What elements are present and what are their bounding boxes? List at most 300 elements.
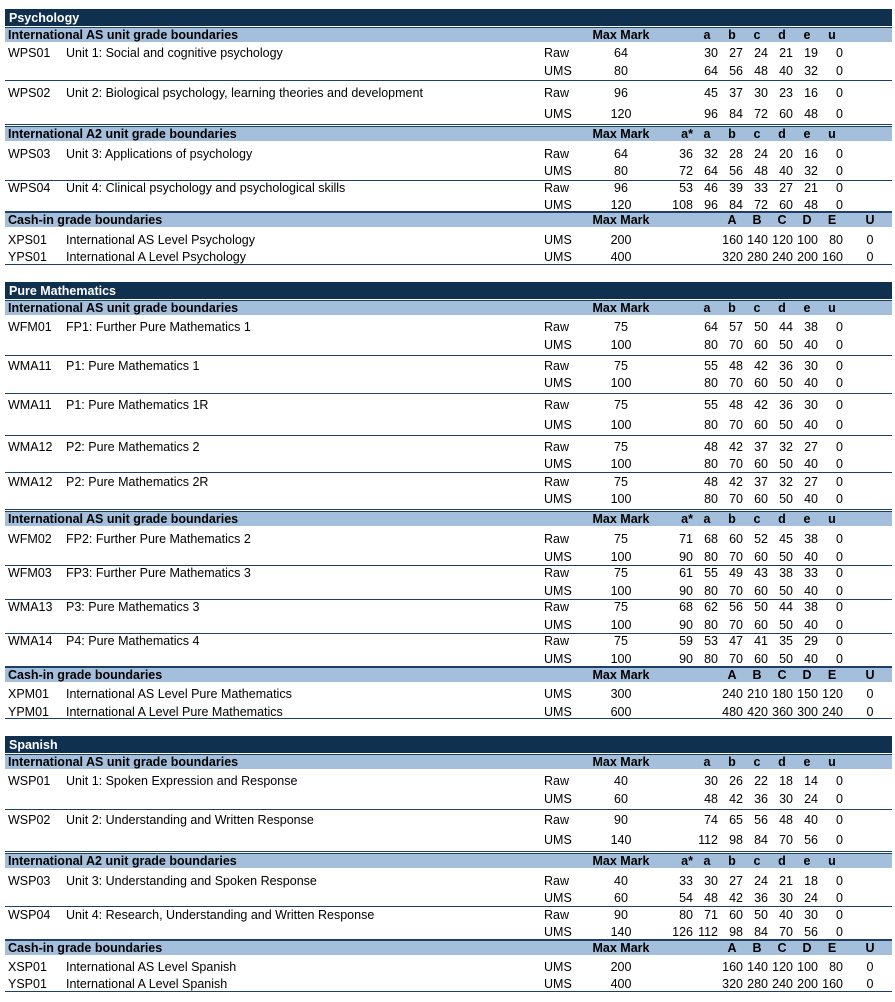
max-mark: 600 [610, 704, 632, 719]
ums-grade: 50 [779, 491, 793, 506]
ums-grade: 0 [836, 417, 843, 432]
ums-grade: 70 [729, 651, 743, 666]
raw-grade: 0 [836, 397, 843, 412]
unit-name: P3: Pure Mathematics 3 [66, 599, 200, 614]
unit-row [5, 473, 892, 507]
ums-label: UMS [544, 959, 572, 974]
unit-name: P1: Pure Mathematics 1 [66, 358, 200, 373]
ums-grade: 40 [779, 63, 793, 78]
ums-grade: 56 [729, 163, 743, 178]
ums-grade: 60 [754, 549, 768, 564]
unit-row [5, 396, 892, 433]
unit-row [5, 44, 892, 79]
subject-title-label: Pure Mathematics [9, 283, 116, 298]
raw-max-mark: 75 [614, 531, 628, 546]
ums-label: UMS [544, 197, 572, 212]
ums-grade: 40 [804, 417, 818, 432]
grade-header: u [828, 854, 836, 868]
ums-astar: 90 [679, 651, 693, 666]
raw-grade: 36 [779, 358, 793, 373]
unit-row [5, 564, 892, 599]
unit-code: WMA11 [8, 397, 52, 412]
raw-max-mark: 96 [614, 180, 628, 195]
section-header [5, 754, 892, 769]
grade-header: u [828, 301, 836, 315]
raw-grade: 32 [704, 146, 718, 161]
subject-title [5, 9, 892, 26]
ums-grade: 36 [754, 791, 768, 806]
ums-grade: 0 [836, 617, 843, 632]
ums-max-mark: 140 [610, 832, 632, 847]
unit-name: Unit 3: Applications of psychology [66, 146, 253, 161]
raw-grade: 50 [754, 599, 768, 614]
grade-header: a [703, 755, 711, 769]
raw-astar: 59 [679, 633, 693, 648]
qualification-name: International A Level Psychology [66, 249, 246, 264]
cashin-grade: 240 [822, 704, 843, 719]
grade-header: e [803, 127, 811, 141]
grade-header: A [727, 941, 737, 955]
raw-grade: 40 [804, 812, 818, 827]
raw-grade: 53 [704, 633, 718, 648]
raw-label: Raw [544, 358, 570, 373]
ums-grade: 30 [779, 890, 793, 905]
ums-grade: 36 [754, 890, 768, 905]
subject-title-label: Spanish [9, 737, 58, 752]
cashin-grade: 140 [747, 959, 768, 974]
grade-header: e [803, 854, 811, 868]
cashin-grade: 240 [772, 976, 793, 991]
ums-grade: 0 [836, 337, 843, 352]
grade-header: u [828, 28, 836, 42]
raw-grade: 33 [804, 565, 818, 580]
raw-grade: 48 [704, 439, 718, 454]
ums-grade: 60 [779, 197, 793, 212]
raw-grade: 57 [729, 319, 743, 334]
unit-name: P1: Pure Mathematics 1R [66, 397, 209, 412]
max-mark-header: Max Mark [592, 941, 650, 955]
section-header-label: International AS unit grade boundaries [8, 28, 239, 42]
ums-grade: 50 [779, 549, 793, 564]
unit-code: WMA12 [8, 439, 53, 454]
grade-header: c [753, 755, 761, 769]
ums-label: UMS [544, 232, 572, 247]
raw-grade: 45 [779, 531, 793, 546]
raw-grade: 64 [704, 319, 718, 334]
grade-header: a* [681, 127, 693, 141]
ums-grade: 64 [704, 63, 718, 78]
raw-label: Raw [544, 319, 570, 334]
raw-astar: 80 [679, 907, 693, 922]
grade-header: c [753, 854, 761, 868]
raw-grade: 41 [754, 633, 768, 648]
grade-header: e [803, 512, 811, 526]
raw-label: Raw [544, 439, 570, 454]
raw-grade: 21 [779, 873, 793, 888]
grade-header: B [752, 668, 762, 682]
raw-grade: 37 [754, 439, 768, 454]
cashin-grade: 320 [722, 249, 743, 264]
cashin-grade: 0 [866, 976, 874, 991]
ums-grade: 70 [729, 491, 743, 506]
section-header [5, 940, 892, 955]
ums-label: UMS [544, 651, 572, 666]
ums-grade: 70 [729, 617, 743, 632]
raw-grade: 38 [779, 565, 793, 580]
raw-grade: 45 [704, 85, 718, 100]
ums-label: UMS [544, 686, 572, 701]
qualification-code: YPS01 [8, 249, 47, 264]
cashin-grade: 210 [747, 686, 768, 701]
raw-grade: 44 [779, 599, 793, 614]
ums-astar: 126 [672, 924, 693, 939]
qualification-name: International AS Level Pure Mathematics [66, 686, 292, 701]
ums-astar: 90 [679, 617, 693, 632]
unit-code: WMA14 [8, 633, 53, 648]
grade-header: c [753, 28, 761, 42]
ums-grade: 0 [836, 651, 843, 666]
row-divider [5, 851, 892, 852]
raw-max-mark: 96 [614, 85, 628, 100]
grade-header: e [803, 28, 811, 42]
raw-grade: 50 [754, 319, 768, 334]
raw-grade: 56 [729, 599, 743, 614]
ums-label: UMS [544, 491, 572, 506]
ums-max-mark: 100 [610, 456, 632, 471]
ums-grade: 60 [754, 375, 768, 390]
ums-label: UMS [544, 63, 572, 78]
ums-label: UMS [544, 832, 572, 847]
raw-max-mark: 40 [614, 773, 628, 788]
ums-grade: 40 [804, 549, 818, 564]
raw-grade: 24 [754, 146, 768, 161]
ums-grade: 64 [704, 163, 718, 178]
raw-grade: 27 [779, 180, 793, 195]
ums-label: UMS [544, 890, 572, 905]
raw-label: Raw [544, 474, 570, 489]
ums-astar: 108 [672, 197, 693, 212]
row-divider [5, 435, 892, 436]
ums-grade: 96 [704, 197, 718, 212]
ums-label: UMS [544, 791, 572, 806]
raw-grade: 55 [704, 358, 718, 373]
raw-label: Raw [544, 565, 570, 580]
ums-grade: 32 [804, 163, 818, 178]
ums-grade: 30 [779, 791, 793, 806]
cashin-grade: 200 [797, 249, 818, 264]
section-header-label: International AS unit grade boundaries [8, 301, 239, 315]
max-mark-header: Max Mark [592, 301, 650, 315]
ums-grade: 56 [804, 832, 818, 847]
grade-header: E [827, 213, 837, 227]
raw-max-mark: 64 [614, 45, 628, 60]
ums-max-mark: 100 [610, 617, 632, 632]
ums-grade: 80 [704, 549, 718, 564]
grade-header: b [728, 301, 736, 315]
ums-label: UMS [544, 375, 572, 390]
cashin-grade: 160 [822, 976, 843, 991]
raw-grade: 50 [754, 907, 768, 922]
row-divider [5, 80, 892, 81]
ums-grade: 0 [836, 63, 843, 78]
ums-max-mark: 120 [610, 106, 632, 121]
raw-grade: 30 [704, 873, 718, 888]
ums-grade: 24 [804, 890, 818, 905]
ums-grade: 56 [729, 63, 743, 78]
ums-grade: 0 [836, 491, 843, 506]
raw-grade: 56 [754, 812, 768, 827]
raw-label: Raw [544, 85, 570, 100]
ums-grade: 48 [704, 890, 718, 905]
raw-grade: 0 [836, 85, 843, 100]
ums-max-mark: 100 [610, 337, 632, 352]
raw-grade: 23 [779, 85, 793, 100]
ums-grade: 112 [698, 924, 718, 939]
ums-grade: 60 [754, 583, 768, 598]
ums-grade: 70 [779, 924, 793, 939]
raw-grade: 16 [804, 146, 818, 161]
raw-grade: 0 [836, 812, 843, 827]
unit-name: Unit 4: Research, Understanding and Written Response [66, 907, 375, 922]
raw-grade: 30 [754, 85, 768, 100]
ums-grade: 72 [754, 197, 768, 212]
ums-grade: 48 [804, 197, 818, 212]
raw-grade: 32 [779, 439, 793, 454]
ums-grade: 84 [729, 106, 743, 121]
ums-grade: 32 [804, 63, 818, 78]
max-mark: 300 [610, 686, 632, 701]
qualification-code: YPM01 [8, 704, 49, 719]
row-divider [5, 718, 892, 719]
max-mark-header: Max Mark [592, 854, 650, 868]
subject-title [5, 736, 892, 753]
raw-astar: 53 [679, 180, 693, 195]
grade-header: c [753, 512, 761, 526]
raw-astar: 33 [679, 873, 693, 888]
ums-grade: 40 [779, 163, 793, 178]
unit-name: P4: Pure Mathematics 4 [66, 633, 200, 648]
raw-grade: 22 [754, 773, 768, 788]
unit-row [5, 145, 892, 179]
raw-grade: 55 [704, 565, 718, 580]
raw-grade: 30 [804, 907, 818, 922]
ums-grade: 70 [729, 549, 743, 564]
cashin-grade: 160 [722, 959, 743, 974]
unit-code: WSP03 [8, 873, 51, 888]
grade-header: D [802, 213, 812, 227]
ums-grade: 40 [804, 491, 818, 506]
ums-grade: 70 [729, 456, 743, 471]
raw-grade: 55 [704, 397, 718, 412]
ums-max-mark: 100 [610, 491, 632, 506]
ums-grade: 60 [779, 106, 793, 121]
raw-grade: 52 [754, 531, 768, 546]
unit-name: Unit 2: Understanding and Written Response [66, 812, 314, 827]
raw-grade: 40 [779, 907, 793, 922]
unit-code: WFM03 [8, 565, 52, 580]
section-header-label: International AS unit grade boundaries [8, 755, 239, 769]
qualification-name: International AS Level Psychology [66, 232, 256, 247]
grade-header: d [778, 512, 786, 526]
raw-grade: 27 [729, 873, 743, 888]
cashin-grade: 80 [829, 959, 843, 974]
ums-astar: 90 [679, 583, 693, 598]
raw-grade: 0 [836, 146, 843, 161]
raw-astar: 36 [679, 146, 693, 161]
raw-grade: 21 [779, 45, 793, 60]
raw-grade: 38 [804, 531, 818, 546]
grade-header: A [727, 213, 737, 227]
ums-astar: 90 [679, 549, 693, 564]
raw-grade: 44 [779, 319, 793, 334]
grade-header: E [827, 668, 837, 682]
cashin-row [5, 958, 892, 975]
raw-grade: 68 [704, 531, 718, 546]
raw-grade: 27 [804, 439, 818, 454]
cashin-grade: 120 [772, 232, 793, 247]
unit-row [5, 632, 892, 667]
ums-grade: 0 [836, 163, 843, 178]
raw-max-mark: 90 [614, 907, 628, 922]
row-divider [5, 393, 892, 394]
raw-grade: 0 [836, 439, 843, 454]
grade-header: C [777, 941, 787, 955]
raw-label: Raw [544, 45, 570, 60]
grade-header: U [865, 668, 875, 682]
ums-grade: 0 [836, 456, 843, 471]
raw-grade: 0 [836, 565, 843, 580]
raw-max-mark: 90 [614, 812, 628, 827]
cashin-grade: 480 [722, 704, 743, 719]
raw-grade: 74 [704, 812, 718, 827]
ums-grade: 24 [804, 791, 818, 806]
grade-header: d [778, 301, 786, 315]
ums-grade: 80 [704, 617, 718, 632]
raw-grade: 0 [836, 633, 843, 648]
raw-max-mark: 75 [614, 358, 628, 373]
raw-grade: 42 [754, 358, 768, 373]
raw-grade: 60 [729, 531, 743, 546]
unit-row [5, 357, 892, 391]
raw-grade: 30 [704, 773, 718, 788]
grade-header: u [828, 127, 836, 141]
ums-grade: 42 [729, 890, 743, 905]
max-mark-header: Max Mark [592, 755, 650, 769]
cashin-row [5, 975, 892, 992]
cashin-grade: 320 [722, 976, 743, 991]
ums-grade: 0 [836, 890, 843, 905]
unit-code: WMA12 [8, 474, 53, 489]
ums-grade: 40 [804, 583, 818, 598]
ums-grade: 96 [704, 106, 718, 121]
ums-grade: 0 [836, 197, 843, 212]
ums-grade: 48 [754, 63, 768, 78]
raw-grade: 0 [836, 773, 843, 788]
raw-grade: 30 [804, 358, 818, 373]
section-header-label: Cash-in grade boundaries [8, 213, 163, 227]
ums-max-mark: 60 [614, 791, 628, 806]
raw-max-mark: 75 [614, 633, 628, 648]
grade-header: a [703, 127, 711, 141]
ums-max-mark: 100 [610, 417, 632, 432]
raw-label: Raw [544, 397, 570, 412]
unit-name: FP3: Further Pure Mathematics 3 [66, 565, 251, 580]
unit-row [5, 872, 892, 906]
max-mark-header: Max Mark [592, 213, 650, 227]
raw-grade: 60 [729, 907, 743, 922]
cashin-row [5, 248, 892, 265]
subject-title [5, 282, 892, 299]
ums-grade: 84 [754, 924, 768, 939]
grade-header: e [803, 301, 811, 315]
ums-grade: 56 [804, 924, 818, 939]
grade-header: C [777, 668, 787, 682]
ums-label: UMS [544, 456, 572, 471]
raw-label: Raw [544, 812, 570, 827]
raw-grade: 32 [779, 474, 793, 489]
grade-header: d [778, 854, 786, 868]
raw-grade: 65 [729, 812, 743, 827]
raw-grade: 39 [729, 180, 743, 195]
cashin-grade: 140 [747, 232, 768, 247]
ums-grade: 40 [804, 375, 818, 390]
ums-grade: 60 [754, 456, 768, 471]
cashin-grade: 100 [797, 232, 818, 247]
unit-code: WSP04 [8, 907, 51, 922]
raw-grade: 27 [729, 45, 743, 60]
raw-grade: 21 [804, 180, 818, 195]
qualification-name: International A Level Spanish [66, 976, 228, 991]
raw-grade: 42 [754, 397, 768, 412]
grade-header: U [865, 213, 875, 227]
ums-grade: 80 [704, 651, 718, 666]
ums-grade: 80 [704, 337, 718, 352]
grade-header: A [727, 668, 737, 682]
raw-astar: 71 [679, 531, 693, 546]
raw-grade: 48 [779, 812, 793, 827]
cashin-grade: 240 [772, 249, 793, 264]
raw-grade: 37 [754, 474, 768, 489]
cashin-grade: 100 [797, 959, 818, 974]
raw-grade: 0 [836, 45, 843, 60]
grade-header: b [728, 854, 736, 868]
raw-grade: 37 [729, 85, 743, 100]
ums-max-mark: 60 [614, 890, 628, 905]
ums-max-mark: 100 [610, 375, 632, 390]
grade-header: d [778, 755, 786, 769]
cashin-grade: 160 [822, 249, 843, 264]
ums-grade: 80 [704, 375, 718, 390]
raw-grade: 62 [704, 599, 718, 614]
ums-grade: 70 [729, 583, 743, 598]
section-header [5, 212, 892, 227]
row-divider [5, 124, 892, 125]
ums-label: UMS [544, 106, 572, 121]
raw-grade: 16 [804, 85, 818, 100]
raw-grade: 33 [754, 180, 768, 195]
ums-grade: 60 [754, 417, 768, 432]
section-header-label: International AS unit grade boundaries [8, 512, 239, 526]
raw-grade: 38 [804, 319, 818, 334]
ums-label: UMS [544, 417, 572, 432]
raw-grade: 29 [804, 633, 818, 648]
grade-header: a [703, 854, 711, 868]
raw-astar: 61 [679, 565, 693, 580]
cashin-grade: 0 [866, 232, 874, 247]
unit-name: Unit 3: Understanding and Spoken Response [66, 873, 317, 888]
raw-label: Raw [544, 531, 570, 546]
unit-code: WPS01 [8, 45, 51, 60]
